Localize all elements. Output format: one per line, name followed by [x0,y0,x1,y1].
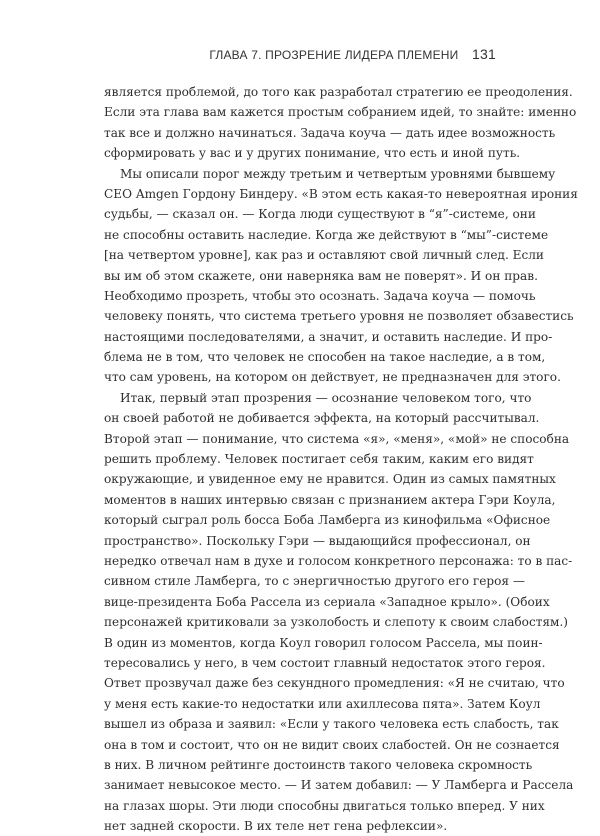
text-line: сформировать у вас и у других понимание, что есть и иной путь. [104,146,521,161]
text-line: Итак, первый этап прозрения — осознание человеком того, что [120,390,532,405]
text-line: сивном стиле Ламберга, то с энергичностью другого его героя — [104,574,525,589]
text-line: окружающие, и увиденное ему не нравится. Один из самых памятных [104,472,556,487]
text-line: вышел из образа и заявил: «Если у такого человека есть слабость, так [104,717,559,732]
text-line: решить проблему. Человек постигает себя таким, каким его видят [104,452,534,467]
text-line: судьбы, — сказал он. — Когда люди существуют в “я”-системе, они [104,207,536,222]
text-line: моментов в наших интервью связан с признанием актера Гэри Коула, [104,492,556,507]
text-line: Если эта глава вам кажется простым собранием идей, то знайте: именно [104,105,577,120]
text-line: Мы описали порог между третьим и четвертым уровнями бывшему [120,166,556,181]
text-line: [на четвертом уровне], как раз и оставляют свой личный след. Если [104,248,544,263]
text-line: является проблемой, до того как разработал стратегию ее преодоления. [104,85,573,99]
text-line: тересовались у него, в чем состоит главный недостаток этого героя. [104,655,546,670]
text-line: персонажей критиковали за узколобость и слепоту к своим слабостям.) [104,615,569,630]
text-line: занимает невысокое место. — И затем добавил: — У Ламберга и Рассела [104,778,574,793]
text-line: на глазах шоры. Эти люди способны двигаться только вперед. У них [104,798,545,813]
text-line: в них. В личном рейтинге достоинств такого человека скромность [104,757,533,772]
text-line: В один из моментов, когда Коул говорил голосом Рассела, мы поин- [104,635,543,650]
text-line: Ответ прозвучал даже без секундного промедления: «Я не считаю, что [104,676,565,691]
paragraph [104,388,574,836]
text-line: Необходимо прозреть, чтобы это осознать. Задача коуча — помочь [104,288,536,303]
text-line: она в том и состоит, что он не видит своих слабостей. Он не сознается [104,737,560,752]
text-line: вице-президента Боба Рассела из сериала «Западное крыло». (Обоих [104,594,550,609]
text-line: не способны оставить наследие. Когда же действуют в “мы”-системе [104,227,549,242]
text-line: вы им об этом скажете, они наверняка вам не поверят». И он прав. [104,268,538,283]
text-line: пространство». Поскольку Гэри — выдающийся профессионал, он [104,533,531,548]
text-line: у меня есть какие-то недостатки или ахиллесова пята». Затем Коул [104,696,541,711]
text-line: который сыграл роль босса Боба Ламберга из кинофильма «Офисное [104,513,551,528]
text-line: настоящими последователями, а значит, и оставить наследие. И про- [104,329,553,344]
running-head [209,46,496,62]
page-number: 131 [472,46,496,62]
text-line: Второй этап — понимание, что система «я», «меня», «мой» не способна [104,431,570,446]
text-line: блема не в том, что человек не способен на такое наследие, а в том, [104,350,546,365]
text-line: нередко отвечал нам в духе и голосом конкретного персонажа: то в пас- [104,553,573,568]
paragraph [104,82,577,164]
text-line: он своей работой не добивается эффекта, на который рассчитывал. [104,411,540,426]
text-line: CEO Amgen Гордону Биндеру. «В этом есть какая-то невероятная ирония [104,186,578,201]
body-text [104,82,578,836]
chapter-title: ГЛАВА 7. ПРОЗРЕНИЕ ЛИДЕРА ПЛЕМЕНИ [209,48,459,62]
paragraph [104,164,578,388]
text-line: что сам уровень, на котором он действует, не предназначен для этого. [104,370,561,385]
text-line: человеку понять, что система третьего уровня не позволяет обзавестись [104,309,574,324]
text-line: так все и должно начинаться. Задача коуча — дать идее возможность [104,125,556,140]
text-line: нет задней скорости. В их теле нет гена рефлексии». [104,819,448,834]
